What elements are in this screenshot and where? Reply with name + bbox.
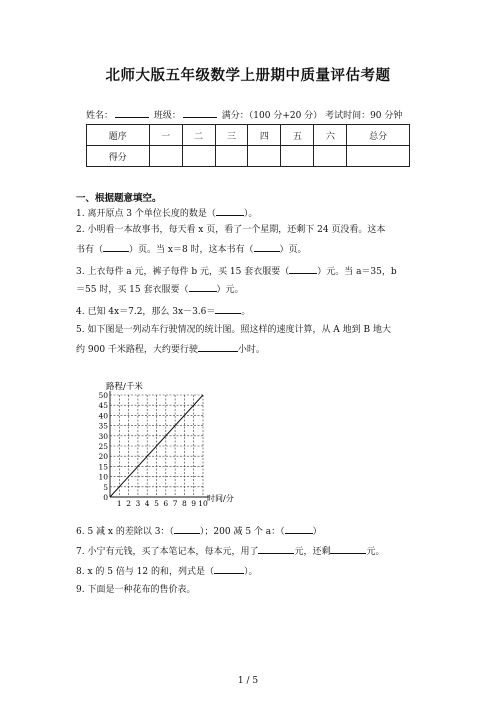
y-tick-label: 40: [98, 411, 108, 421]
question-7: [76, 544, 384, 558]
answer-blank: [285, 524, 313, 534]
q5-text: 小时。: [237, 345, 265, 355]
q3-text: ）元。: [216, 285, 244, 295]
score-header-cell: 五: [281, 125, 314, 146]
q2-text: ）页。当 x＝8 时，这本书有（: [129, 245, 254, 255]
q3-text: 3. 上衣每件 a 元，裤子每件 b 元，买 15 套衣服要（: [76, 267, 290, 277]
class-label: 班级：: [153, 111, 181, 121]
time-info: 考试时间：90 分钟: [325, 111, 403, 121]
train-distance-chart: [80, 380, 234, 516]
answer-blank: [214, 564, 244, 574]
y-tick-label: 45: [98, 401, 108, 411]
q1-text: 1. 离开原点 3 个单位长度的数是（: [76, 209, 216, 219]
page-number: 1 / 5: [237, 676, 259, 686]
q7-text: 元。: [366, 547, 385, 557]
x-tick-label: 5: [154, 499, 159, 508]
y-tick-label: 20: [98, 452, 108, 462]
q1-text-end: ）。: [243, 209, 258, 219]
score-table-row: [87, 146, 410, 167]
question-8: [76, 564, 258, 578]
answer-blank: [198, 342, 238, 352]
y-tick-label: 0: [103, 493, 108, 502]
score-header-cell: 题序: [87, 125, 150, 146]
score-header-cell: 总分: [347, 125, 410, 146]
answer-blank: [215, 304, 241, 314]
page-title: 北师大版五年级数学上册期中质量评估考题: [105, 68, 391, 84]
answer-blank: [289, 264, 317, 274]
q2-text: ）页。: [279, 245, 307, 255]
question-1: [76, 206, 257, 220]
y-tick-label: 50: [98, 391, 108, 400]
q7-text: 7. 小宁有元钱，买了本笔记本，每本元，用了: [76, 547, 259, 557]
answer-blank: [216, 206, 244, 216]
answer-blank: [103, 242, 129, 252]
score-row-label: 得分: [87, 146, 150, 167]
answer-blank: [254, 242, 280, 252]
y-tick-label: 5: [103, 482, 108, 492]
score-table: [86, 124, 410, 167]
score-header-cell: 四: [248, 125, 281, 146]
question-9: 9. 下面是一种花布的售价表。: [76, 585, 196, 595]
y-tick-label: 10: [98, 472, 108, 482]
x-axis-label: 时间/分: [207, 494, 234, 503]
x-tick-label: 10: [198, 499, 208, 508]
score-cell: [182, 146, 215, 167]
x-tick-label: 7: [172, 499, 178, 508]
y-tick-label: 35: [98, 421, 108, 431]
score-cell: [215, 146, 248, 167]
x-tick-label: 8: [182, 499, 187, 508]
question-3-line-2: [76, 282, 244, 296]
x-tick-label: 6: [163, 499, 169, 508]
q6-text: 6. 5 减 x 的差除以 3：（: [76, 527, 174, 537]
name-label: 姓名：: [86, 111, 114, 121]
question-3-line-1: [76, 264, 397, 278]
score-cell: [347, 146, 410, 167]
q4-text: 4. 已知 4x＝7.2，那么 3x－3.6＝: [76, 307, 216, 317]
answer-blank: [174, 524, 200, 534]
class-blank: [183, 108, 217, 118]
score-table-header: [87, 125, 410, 146]
x-tick-label: 2: [126, 499, 131, 508]
x-tick-label: 4: [144, 499, 150, 508]
score-header-cell: 一: [149, 125, 182, 146]
q3-text: ）元。当 a＝35，b: [317, 267, 397, 277]
q5-text: 约 900 千米路程，大约要行驶: [76, 345, 198, 355]
x-tick-label: 1: [116, 499, 122, 508]
score-header-cell: 三: [215, 125, 248, 146]
answer-blank: [189, 282, 217, 292]
q3-text: ＝55 时，买 15 套衣服要（: [76, 285, 189, 295]
x-tick-label: 9: [191, 499, 197, 508]
y-axis-label: 路程/千米: [106, 382, 143, 392]
section-heading: 一、根据题意填空。: [76, 193, 162, 204]
q4-text-end: 。: [241, 307, 251, 317]
x-tick-label: 3: [135, 499, 141, 508]
q8-text: ）。: [244, 567, 258, 577]
answer-blank: [258, 544, 294, 554]
score-header-cell: 六: [314, 125, 347, 146]
y-tick-label: 15: [98, 462, 108, 472]
q7-text: 元，还剩: [294, 547, 331, 557]
student-info: [86, 108, 402, 121]
q6-text: ）: [312, 527, 322, 537]
score-cell: [248, 146, 281, 167]
score-cell: [314, 146, 347, 167]
answer-blank: [330, 544, 366, 554]
q2-text: 书有（: [76, 245, 104, 255]
question-2-line-1: 2. 小明看一本故事书，每天看 x 页，看了一个星期，还剩下 24 页没看。这本: [76, 225, 386, 235]
score-cell: [281, 146, 314, 167]
question-5-line-1: 5. 如下图是一列动车行驶情况的统计图。照这样的速度计算，从 A 地到 B 地大: [76, 325, 392, 335]
question-6: [76, 524, 322, 538]
q8-text: 8. x 的 5 倍与 12 的和，列式是（: [76, 567, 215, 577]
score-header-cell: 二: [182, 125, 215, 146]
name-blank: [115, 108, 149, 118]
q6-text: ）；200 减 5 个 a：（: [199, 527, 285, 537]
y-tick-label: 25: [98, 442, 108, 451]
score-cell: [149, 146, 182, 167]
question-2-line-2: [76, 242, 307, 256]
score-info: 满分：（100 分+20 分）: [221, 111, 323, 121]
question-5-line-2: [76, 342, 265, 356]
question-4: [76, 304, 250, 318]
y-tick-label: 30: [98, 431, 108, 441]
